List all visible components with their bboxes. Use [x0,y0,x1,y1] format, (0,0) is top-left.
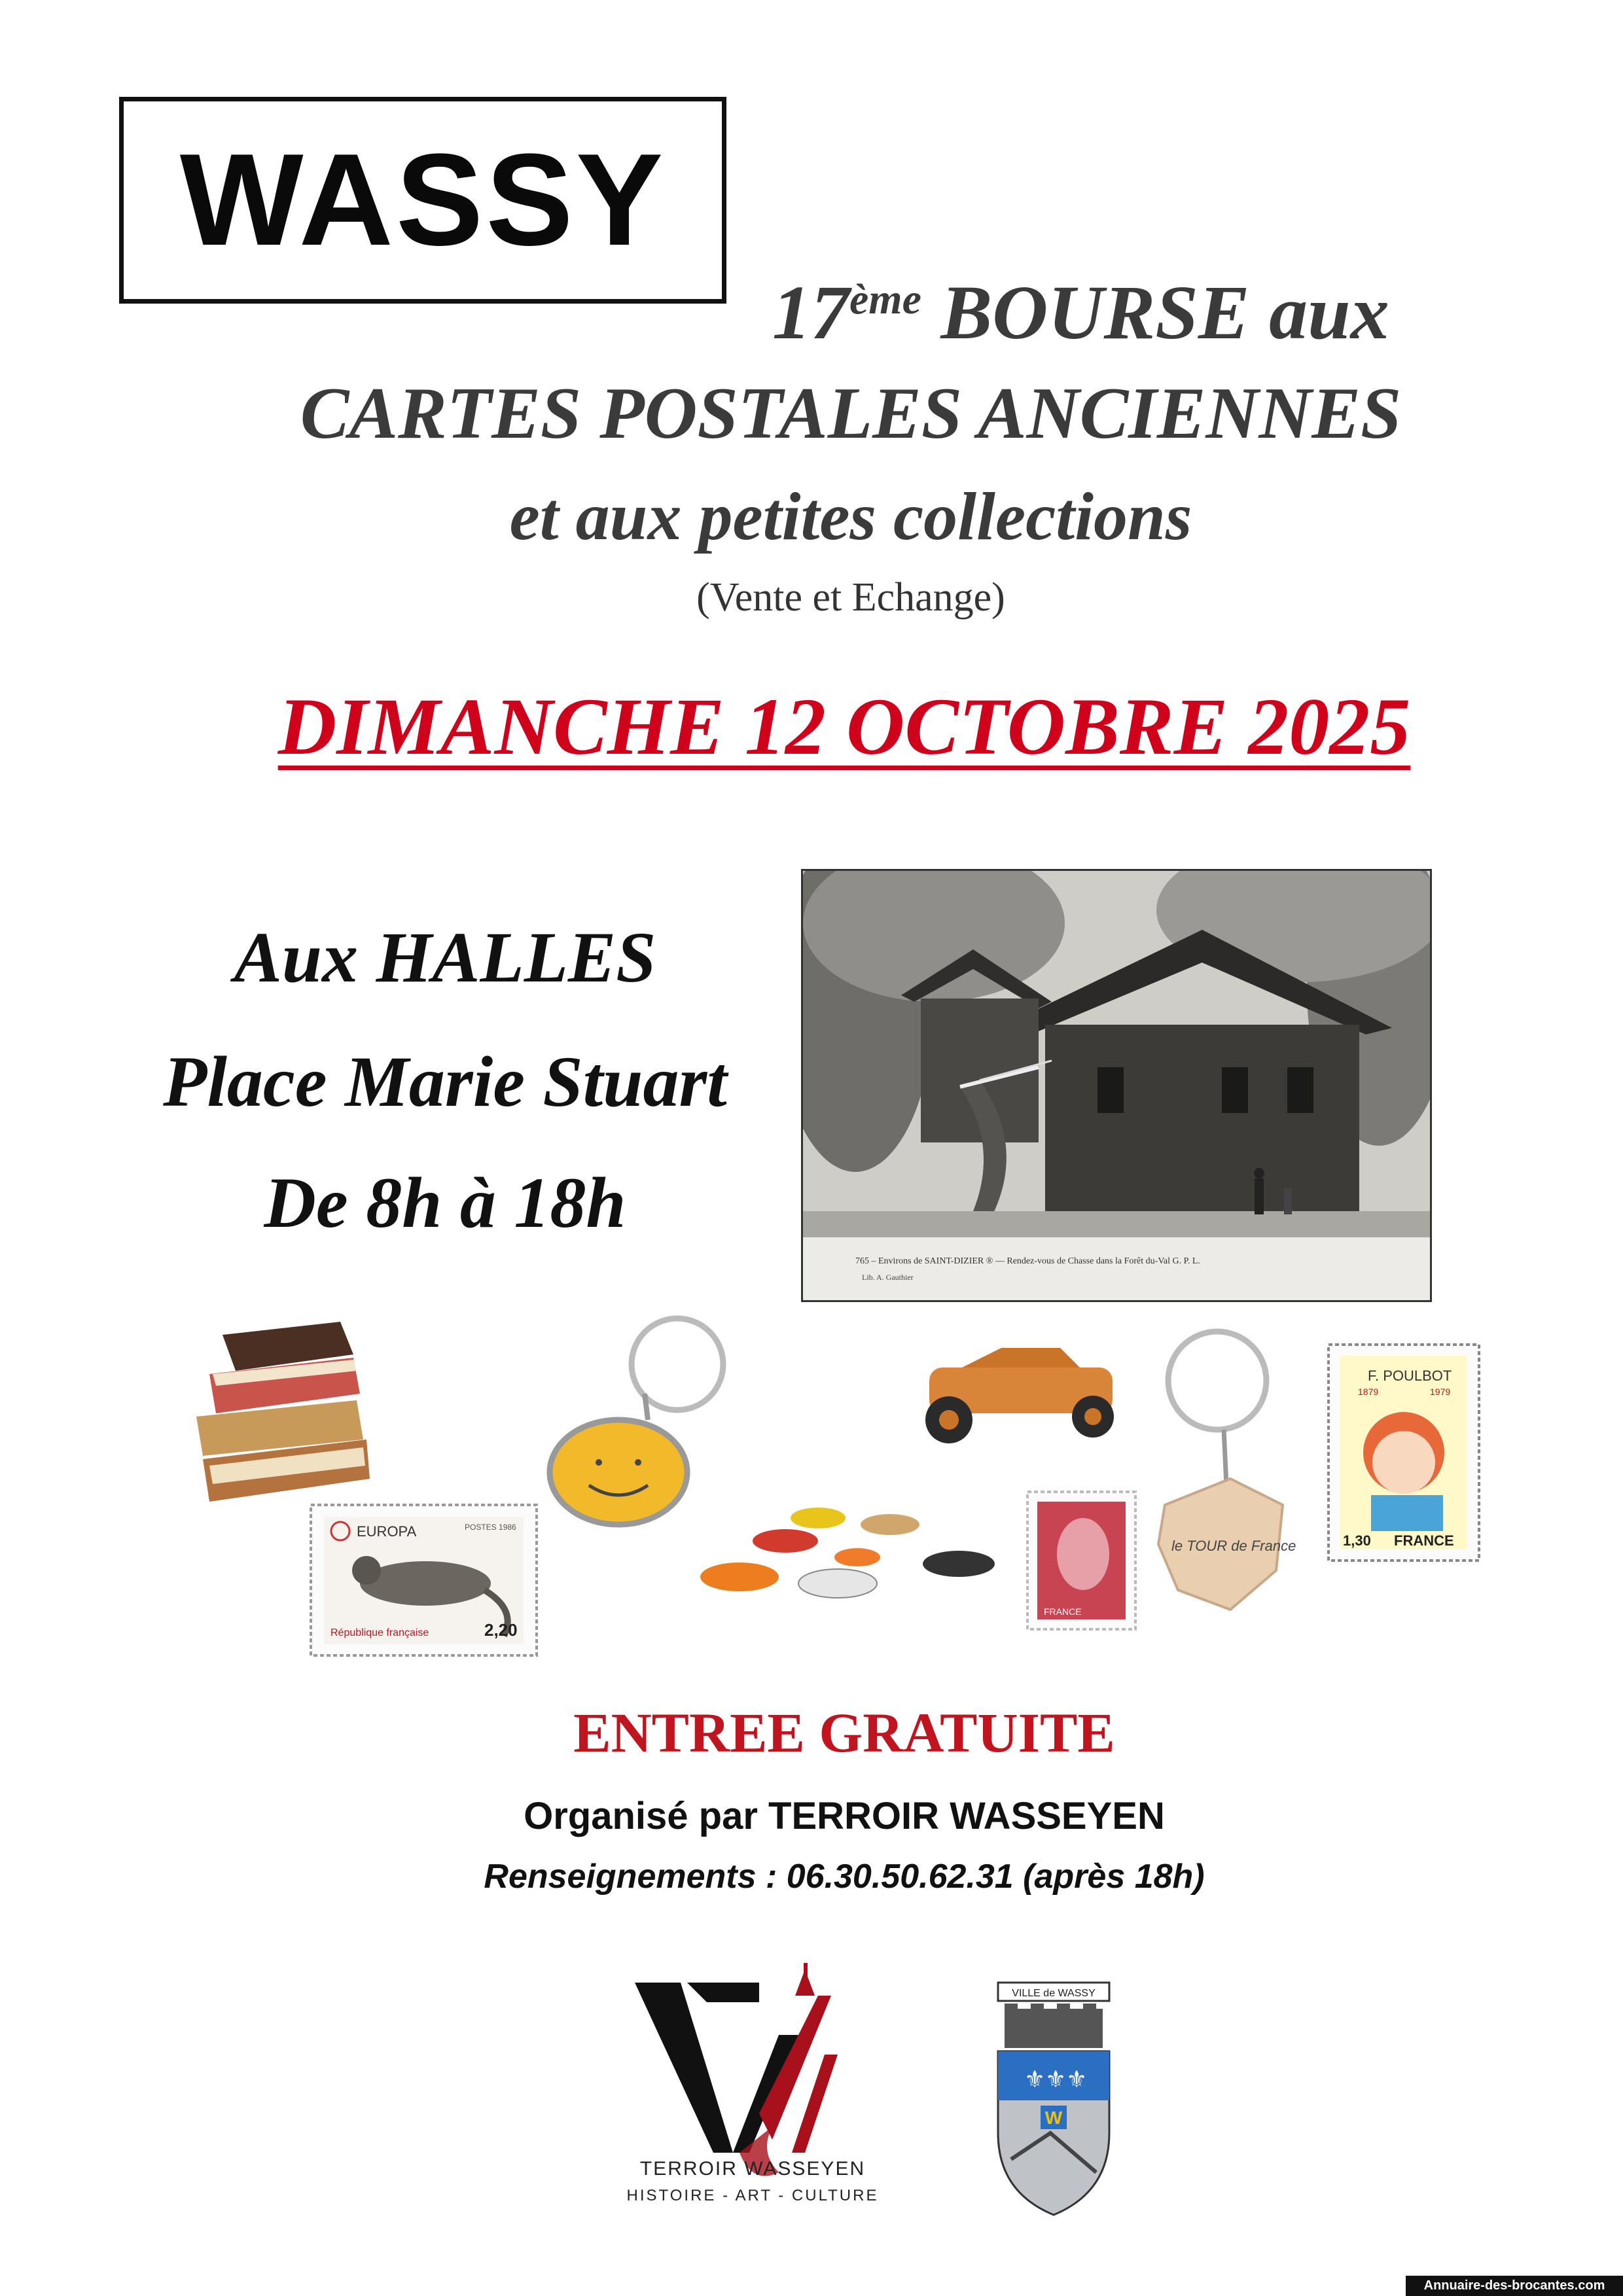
poulbot-stamp-icon [1329,1345,1479,1561]
event-title-line2: CARTES POSTALES ANCIENNES [300,373,1402,454]
contact-info: Renseignements : 06.30.50.62.31 (après 18h) [484,1858,1205,1896]
footer-watermark: Annuaire-des-brocantes.com [1406,2276,1623,2296]
toy-cars-icon [700,1508,995,1598]
france-keychain-icon [1158,1332,1296,1610]
postcard-publisher: Lib. A. Gauthier [862,1273,914,1282]
marianne-country: FRANCE [1044,1606,1082,1617]
venue-line2: Place Marie Stuart [163,1042,727,1122]
opening-hours: De 8h à 18h [264,1163,626,1243]
edition-number: 17 [772,270,849,355]
europa-stamp-icon [311,1505,537,1655]
collectibles-illustration [0,1309,1623,1675]
venue-line1: Aux HALLES [234,917,656,997]
event-title-line3: et aux petites collections [509,479,1192,554]
postcard-chalet-picture [803,871,1430,1300]
europa-year: POSTES 1986 [465,1523,516,1532]
marianne-stamp-icon [1027,1492,1135,1629]
wassy-crest-icon [985,1963,1122,2218]
books-icon [196,1322,370,1502]
terroir-tagline: HISTOIRE - ART - CULTURE [626,2187,879,2204]
poulbot-year-start: 1879 [1358,1386,1379,1397]
event-date [209,680,1479,773]
edition-suffix: ème [849,275,921,323]
europa-label: EUROPA [357,1523,417,1540]
europa-country: République française [330,1627,429,1638]
free-entry: ENTREE GRATUITE [573,1701,1115,1764]
poulbot-year-end: 1979 [1430,1386,1451,1397]
vintage-car-icon [925,1348,1114,1443]
event-title-line1 [772,268,1453,357]
smiley-keychain-icon [550,1318,723,1525]
france-keychain-text: le TOUR de France [1171,1538,1296,1554]
event-subtitle: (Vente et Echange) [696,575,1005,620]
vintage-postcard [801,869,1432,1302]
town-title: WASSY [179,127,666,273]
poulbot-value: 1,30 [1343,1532,1371,1549]
postcard-caption: 765 – Environs de SAINT-DIZIER ® — Rendez-vous de Chasse dans la Forêt du-Val G. P. L. [855,1256,1200,1266]
svg-text:⚜: ⚜ [1024,2066,1046,2093]
terroir-name: TERROIR WASSEYEN [639,2158,866,2180]
town-title-box [119,97,726,304]
poulbot-country: FRANCE [1394,1532,1454,1549]
europa-value: 2,20 [484,1620,518,1640]
svg-text:⚜: ⚜ [1066,2066,1088,2093]
svg-text:⚜: ⚜ [1045,2066,1067,2093]
terroir-wasseyen-logo-icon [609,1956,897,2270]
crest-banner: VILLE de WASSY [1012,1988,1096,1999]
poulbot-name: F. POULBOT [1368,1368,1452,1384]
title-line1-text: BOURSE aux [921,270,1389,355]
event-date-text: DIMANCHE 12 OCTOBRE 2025 [277,682,1411,771]
crest-letter: W [1044,2108,1063,2128]
organizer: Organisé par TERROIR WASSEYEN [524,1795,1165,1837]
